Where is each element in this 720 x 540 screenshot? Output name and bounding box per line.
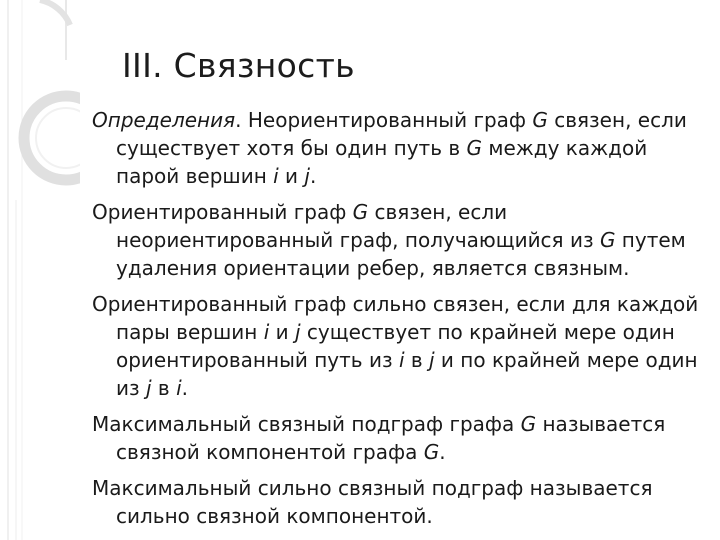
text-run: между каждой парой вершин <box>116 136 648 188</box>
text-run: . <box>439 440 446 464</box>
decor-ring-inner <box>36 108 80 168</box>
definition-paragraph <box>92 290 704 402</box>
definition-paragraph <box>92 474 704 530</box>
text-run: . Неориентированный граф <box>235 108 533 132</box>
italic-text: j <box>429 348 435 372</box>
italic-text: G <box>466 136 482 160</box>
definition-paragraph <box>92 410 704 466</box>
text-run: Ориентированный граф <box>92 200 353 224</box>
text-run: Максимальный сильно связный подграф называется сильно связной компонентой. <box>92 476 653 528</box>
italic-text: j <box>304 164 310 188</box>
decorative-rings <box>0 0 80 540</box>
italic-text: i <box>263 320 270 344</box>
text-run: в <box>404 348 430 372</box>
text-run: Ориентированный граф сильно связен, если для каждой пары вершин <box>92 292 699 344</box>
text-run: связен, если существует хотя бы один путь в <box>116 108 687 160</box>
text-run: называется связной компонентой графа <box>116 412 666 464</box>
text-run: связен, если неориентированный граф, получающийся из <box>116 200 600 252</box>
text-run: в <box>151 376 177 400</box>
text-run: и <box>278 164 305 188</box>
italic-text: j <box>294 320 301 344</box>
text-run: и по крайней мере один из <box>116 348 698 400</box>
definition-paragraph <box>92 198 704 282</box>
italic-text: i <box>176 376 182 400</box>
italic-text: G <box>599 228 616 252</box>
italic-text: i <box>273 164 279 188</box>
italic-text: G <box>423 440 440 464</box>
text-run: путем удаления ориентации ребер, является связным. <box>116 228 686 280</box>
text-run: . <box>309 164 317 188</box>
text-run: существует по крайней мере один ориентированный путь из <box>116 320 675 372</box>
text-run: . <box>181 376 188 400</box>
definition-paragraph <box>92 106 704 190</box>
italic-text: G <box>520 412 537 436</box>
text-run: и <box>269 320 295 344</box>
slide-body <box>92 106 704 538</box>
text-run: Максимальный связный подграф графа <box>92 412 521 436</box>
italic-text: i <box>398 348 405 372</box>
italic-text: j <box>146 376 152 400</box>
italic-text: G <box>532 108 548 132</box>
slide-title: III. Связность <box>122 46 355 85</box>
italic-text: Определения <box>92 108 236 132</box>
italic-text: G <box>352 200 369 224</box>
